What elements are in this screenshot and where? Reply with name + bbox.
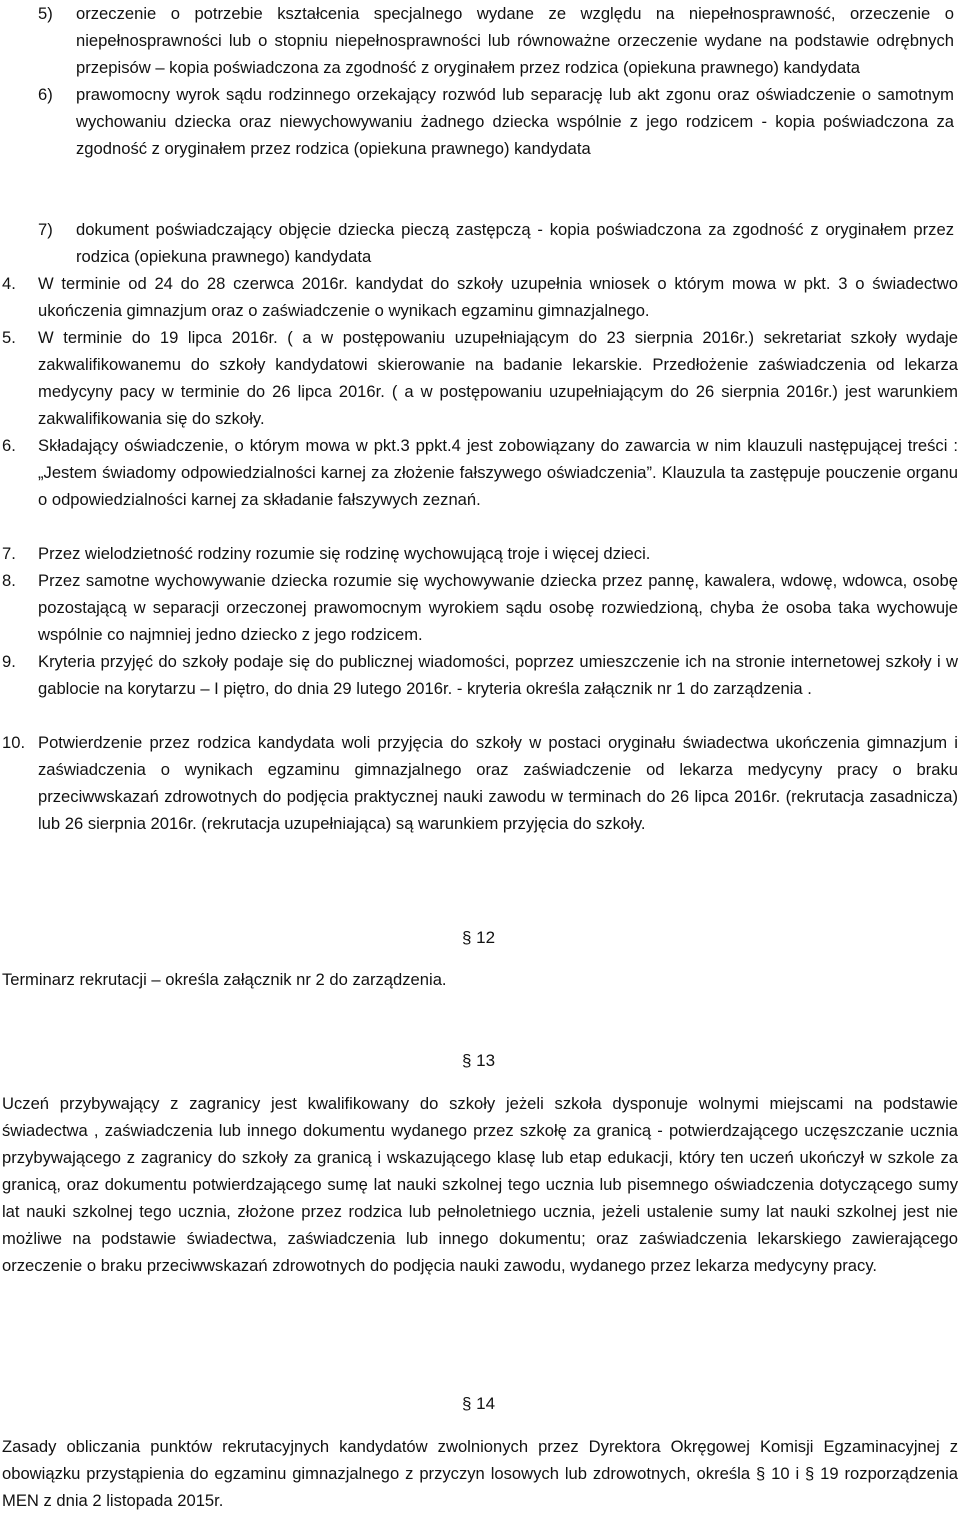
sub-item-number: 7) — [38, 220, 53, 239]
sub-item-6 — [38, 81, 954, 162]
list-item-8 — [2, 567, 958, 648]
section-14-text: Zasady obliczania punktów rekrutacyjnych kandydatów zwolnionych przez Dyrektora Okręgowej Komisji Egzaminacyjnej z obowiązku przystąpienia do egzaminu gimnazjalnego z przyczyn losowych lub zdrowotnych, określa § 10 i § 19 rozporządzenia MEN z dnia 2 listopada 2015r. — [2, 1437, 958, 1510]
sub-item-text: orzeczenie o potrzebie kształcenia specjalnego wydane ze względu na niepełnosprawność, orzeczenie o niepełnosprawności lub o stopniu niepełnosprawności lub równoważne orzeczenie wydane na podstawie odrębnych przepisów – kopia poświadczona za zgodność z oryginałem przez rodzica (opiekuna prawnego) kandydata — [76, 4, 954, 77]
list-item-number: 4. — [2, 274, 16, 293]
section-12-text: Terminarz rekrutacji – określa załącznik nr 2 do zarządzenia. — [2, 970, 447, 989]
list-item-number: 5. — [2, 328, 16, 347]
sub-item-text: dokument poświadczający objęcie dziecka pieczą zastępczą - kopia poświadczona za zgodność z oryginałem przez rodzica (opiekuna prawnego) kandydata — [76, 220, 954, 266]
list-item-number: 8. — [2, 571, 16, 590]
list-item-text: Przez wielodzietność rodziny rozumie się rodzinę wychowującą troje i więcej dzieci. — [38, 544, 651, 563]
list-item-10 — [2, 729, 958, 837]
list-item-number: 10. — [2, 733, 26, 752]
list-item-number: 9. — [2, 652, 16, 671]
list-item-text: Składający oświadczenie, o którym mowa w pkt.3 ppkt.4 jest zobowiązany do zawarcia w nim klauzuli następującej treści : „Jestem świadomy odpowiedzialności karnej za złożenie fałszywego oświadczenia”. Klauzula ta zastępuje pouczenie organu o odpowiedzialności karnej za składanie fałszywych zeznań. — [38, 436, 958, 509]
sub-item-7 — [38, 216, 954, 270]
list-item-text: Przez samotne wychowywanie dziecka rozumie się wychowywanie dziecka przez pannę, kawalera, wdowę, wdowca, osobę pozostającą w separacji orzeczonej prawomocnym wyrokiem sądu osobę rozwiedzioną, chyba że osoba taka wychowuje wspólnie co najmniej jedno dziecko z jego rodzicem. — [38, 571, 958, 644]
list-item-4 — [2, 270, 958, 324]
list-item-text: W terminie do 19 lipca 2016r. ( a w postępowaniu uzupełniającym do 23 sierpnia 2016r.) sekretariat szkoły wydaje zakwalifikowanemu do szkoły kandydatowi skierowanie na badanie lekarskie. Przedłożenie zaświadczenia od lekarza medycyny pacy w terminie do 26 lipca 2016r. ( a w postępowaniu uzupełniającym do 26 sierpnia 2016r.) jest warunkiem zakwalifikowania się do szkoły. — [38, 328, 958, 428]
list-item-9 — [2, 648, 958, 702]
list-item-number: 7. — [2, 544, 16, 563]
sub-item-number: 5) — [38, 4, 53, 23]
list-item-number: 6. — [2, 436, 16, 455]
list-item-text: Kryteria przyjęć do szkoły podaje się do publicznej wiadomości, poprzez umieszczenie ich na stronie internetowej szkoły i w gablocie na korytarzu – I piętro, do dnia 29 lutego 2016r. - kryteria określa załącznik nr 1 do zarządzenia . — [38, 652, 958, 698]
sub-item-5 — [38, 0, 954, 81]
sub-item-number: 6) — [38, 85, 53, 104]
section-13-text: Uczeń przybywający z zagranicy jest kwalifikowany do szkoły jeżeli szkoła dysponuje wolnymi miejscami na podstawie świadectwa , zaświadczenia lub innego dokumentu wydanego przez szkołę za granicą - potwierdzającego uczęszczanie ucznia przybywającego z zagranicy do szkoły za granicą i wskazującego klasę lub etap edukacji, który ten uczeń ukończył w szkole za granicą, oraz dokumentu potwierdzającego sumę lat nauki szkolnej tego ucznia lub pisemnego oświadczenia dotyczącego sumy lat nauki szkolnej tego ucznia, złożone przez rodzica lub pełnoletniego ucznia, jeżeli ustalenie sumy lat nauki szkolnej jest nie możliwe na podstawie świadectwa, zaświadczenia lub innego dokumentu; oraz zaświadczenia lekarskiego zawierającego orzeczenie o braku przeciwwskazań zdrowotnych do podjęcia nauki zawodu, wydanego przez lekarza medycyny pracy. — [2, 1094, 958, 1275]
section-13-heading: § 13 — [462, 1051, 496, 1070]
sub-item-text: prawomocny wyrok sądu rodzinnego orzekający rozwód lub separację lub akt zgonu oraz oświadczenie o samotnym wychowaniu dziecka oraz niewychowywaniu żadnego dziecka wspólnie z jego rodzicem - kopia poświadczona za zgodność z oryginałem przez rodzica (opiekuna prawnego) kandydata — [76, 85, 954, 158]
list-item-text: Potwierdzenie przez rodzica kandydata woli przyjęcia do szkoły w postaci oryginału świadectwa ukończenia gimnazjum i zaświadczenia o wynikach egzaminu gimnazjalnego oraz zaświadczenie od lekarza medycyny pracy o braku przeciwwskazań zdrowotnych do podjęcia praktycznej nauki zawodu w terminach do 26 lipca 2016r. (rekrutacja zasadnicza) lub 26 sierpnia 2016r. (rekrutacja uzupełniająca) są warunkiem przyjęcia do szkoły. — [38, 733, 958, 833]
list-item-text: W terminie od 24 do 28 czerwca 2016r. kandydat do szkoły uzupełnia wniosek o którym mowa w pkt. 3 o świadectwo ukończenia gimnazjum oraz o zaświadczenie o wynikach egzaminu gimnazjalnego. — [38, 274, 958, 320]
list-item-6 — [2, 432, 958, 513]
list-item-5 — [2, 324, 958, 432]
section-14-heading: § 14 — [462, 1394, 496, 1413]
list-item-7 — [2, 540, 958, 567]
section-12-heading: § 12 — [462, 928, 496, 947]
